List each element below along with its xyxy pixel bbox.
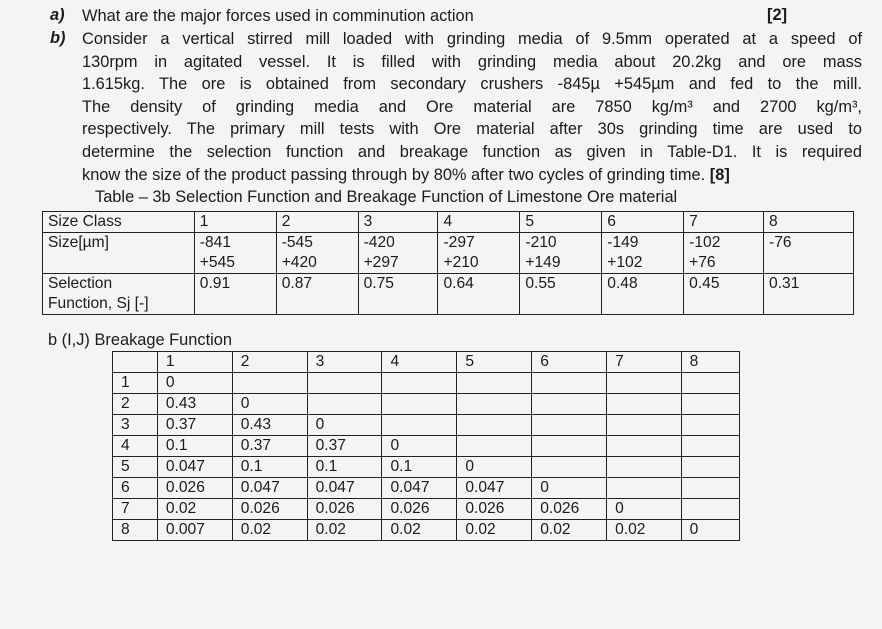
table2-cell: 0.43 <box>232 415 307 436</box>
size-lower: +149 <box>525 254 561 271</box>
table2-cell: 0 <box>681 520 739 541</box>
table2-cell <box>681 394 739 415</box>
table1-cell: 0.55 <box>520 274 602 315</box>
table2-row <box>113 520 740 541</box>
table2-cell: 0.047 <box>457 478 532 499</box>
table2-col-header: 8 <box>681 352 739 373</box>
table1-row-selection <box>43 274 854 315</box>
table2-cell: 0 <box>232 394 307 415</box>
size-lower: +210 <box>443 254 479 271</box>
table2-col-header: 4 <box>382 352 457 373</box>
table1-cell <box>194 233 276 274</box>
question-b-last-text: know the size of the product passing through by 80% after two cycles of grinding time. <box>82 165 706 184</box>
table1-cell: 0.45 <box>684 274 764 315</box>
table2-cell: 0.026 <box>307 499 382 520</box>
size-lower: +545 <box>199 254 235 271</box>
table1-cell: 8 <box>764 212 854 233</box>
table2-cell <box>307 394 382 415</box>
table1-cell: 0.31 <box>764 274 854 315</box>
table2-row-header: 5 <box>113 457 158 478</box>
table2-cell: 0.02 <box>532 520 607 541</box>
question-b-paragraph <box>82 28 862 186</box>
table2-cell: 0.026 <box>232 499 307 520</box>
table2-cell: 0.02 <box>382 520 457 541</box>
table2-corner-cell <box>113 352 158 373</box>
table2-row <box>113 457 740 478</box>
table2-cell <box>607 394 682 415</box>
table2-cell: 0 <box>157 373 232 394</box>
table1-header-cell: Size Class <box>43 212 195 233</box>
table2-cell <box>457 415 532 436</box>
table2-col-header: 6 <box>532 352 607 373</box>
table1-cell <box>276 233 358 274</box>
table1-cell <box>520 233 602 274</box>
table2-row <box>113 436 740 457</box>
table2-cell <box>681 373 739 394</box>
table1-cell: 7 <box>684 212 764 233</box>
size-upper: -297 <box>443 234 475 251</box>
table2-row <box>113 373 740 394</box>
question-b-line: The density of grinding media and Ore material are 7850 kg/m³ and 2700 kg/m³, <box>82 97 862 116</box>
size-upper: -76 <box>769 234 792 251</box>
table1-cell <box>358 233 438 274</box>
table2-cell <box>382 415 457 436</box>
size-lower: +76 <box>689 254 716 271</box>
table2-cell <box>382 373 457 394</box>
table1-cell: 2 <box>276 212 358 233</box>
table1-row-size <box>43 233 854 274</box>
table2-cell: 0.37 <box>307 436 382 457</box>
table2-cell <box>607 415 682 436</box>
question-a-text: What are the major forces used in comminution action <box>82 7 474 25</box>
table2-caption: b (I,J) Breakage Function <box>48 331 233 349</box>
table2-cell: 0.1 <box>157 436 232 457</box>
table2-header-row <box>113 352 740 373</box>
size-upper: -102 <box>689 234 721 251</box>
size-lower: +102 <box>607 254 643 271</box>
table1-cell: 0.48 <box>602 274 684 315</box>
size-lower: +297 <box>363 254 399 271</box>
table1-cell: 3 <box>358 212 438 233</box>
table2-cell: 0.43 <box>157 394 232 415</box>
table2-row-header: 7 <box>113 499 158 520</box>
table2-cell: 0.047 <box>157 457 232 478</box>
table2-row-header: 3 <box>113 415 158 436</box>
table1-cell: 6 <box>602 212 684 233</box>
table2-cell: 0.047 <box>307 478 382 499</box>
question-b-line: 130rpm in agitated vessel. It is filled with grinding media about 20.2kg and ore mass <box>82 52 862 71</box>
table2-cell: 0.02 <box>457 520 532 541</box>
table2-cell: 0.02 <box>307 520 382 541</box>
table1-cell: 0.75 <box>358 274 438 315</box>
table2-cell <box>607 436 682 457</box>
question-a-label: a) <box>50 6 65 24</box>
table2-cell <box>307 373 382 394</box>
table2-cell <box>457 436 532 457</box>
question-b-line: determine the selection function and breakage function as given in Table-D1. It is required <box>82 142 862 161</box>
table2-row-header: 4 <box>113 436 158 457</box>
table2-row-header: 6 <box>113 478 158 499</box>
question-b-line: 1.615kg. The ore is obtained from secondary crushers -845µ +545µm and fed to the mill. <box>82 75 862 94</box>
table2-row-header: 8 <box>113 520 158 541</box>
table2-col-header: 5 <box>457 352 532 373</box>
table1-caption: Table – 3b Selection Function and Breakage Function of Limestone Ore material <box>95 188 678 206</box>
table2-cell: 0 <box>532 478 607 499</box>
table2-row-header: 2 <box>113 394 158 415</box>
table1-cell <box>602 233 684 274</box>
table2-cell <box>681 436 739 457</box>
table1-header-cell <box>43 274 195 315</box>
table2-cell: 0.007 <box>157 520 232 541</box>
size-lower: +420 <box>281 254 317 271</box>
table2-cell <box>532 394 607 415</box>
selection-label-2: Function, Sj [-] <box>48 295 149 312</box>
table1-cell <box>764 233 854 274</box>
table2-row-header: 1 <box>113 373 158 394</box>
table1-cell: 0.87 <box>276 274 358 315</box>
question-a-marks: [2] <box>767 6 788 24</box>
question-b-label: b) <box>50 29 66 47</box>
table1-cell: 4 <box>438 212 520 233</box>
table2-cell: 0 <box>457 457 532 478</box>
table2-cell: 0.02 <box>607 520 682 541</box>
table2-cell: 0.02 <box>232 520 307 541</box>
table1-cell <box>438 233 520 274</box>
table2-cell: 0.1 <box>382 457 457 478</box>
table2-cell: 0.1 <box>307 457 382 478</box>
table2-cell: 0.047 <box>382 478 457 499</box>
size-upper: -149 <box>607 234 639 251</box>
table2-cell <box>607 478 682 499</box>
table2-col-header: 1 <box>157 352 232 373</box>
table2-cell <box>681 499 739 520</box>
table1-cell: 1 <box>194 212 276 233</box>
table1-cell: 0.91 <box>194 274 276 315</box>
table2-cell: 0.026 <box>532 499 607 520</box>
table1-cell: 0.64 <box>438 274 520 315</box>
table2-cell: 0.37 <box>232 436 307 457</box>
table1-header-cell: Size[µm] <box>43 233 195 274</box>
table2-cell: 0.1 <box>232 457 307 478</box>
table2-cell <box>532 457 607 478</box>
question-b-line <box>82 164 862 187</box>
size-upper: -420 <box>363 234 395 251</box>
table1-cell <box>684 233 764 274</box>
table2-row <box>113 478 740 499</box>
table2-cell <box>232 373 307 394</box>
table2-cell <box>607 457 682 478</box>
table2-cell <box>532 436 607 457</box>
table2-cell: 0.047 <box>232 478 307 499</box>
table2-cell <box>607 373 682 394</box>
table2-cell: 0.026 <box>157 478 232 499</box>
table2-col-header: 7 <box>607 352 682 373</box>
question-b-marks: [8] <box>709 165 730 184</box>
table2-col-header: 2 <box>232 352 307 373</box>
size-upper: -210 <box>525 234 557 251</box>
table2-cell <box>457 373 532 394</box>
table2-row <box>113 499 740 520</box>
table2-cell: 0 <box>382 436 457 457</box>
table2-cell: 0.37 <box>157 415 232 436</box>
table2-cell: 0.026 <box>457 499 532 520</box>
table2-cell <box>457 394 532 415</box>
table1-cell: 5 <box>520 212 602 233</box>
selection-function-table <box>42 211 854 315</box>
table2-cell <box>681 478 739 499</box>
table2-cell <box>382 394 457 415</box>
table2-cell <box>532 373 607 394</box>
selection-label: Selection <box>48 275 113 292</box>
table2-col-header: 3 <box>307 352 382 373</box>
size-upper: -841 <box>199 234 232 251</box>
table2-cell <box>681 457 739 478</box>
table2-cell: 0 <box>307 415 382 436</box>
table2-cell: 0.02 <box>157 499 232 520</box>
question-b-line: respectively. The primary mill tests with Ore material after 30s grinding time are used to <box>82 120 862 139</box>
table2-cell: 0 <box>607 499 682 520</box>
table2-cell: 0.026 <box>382 499 457 520</box>
table1-row-size-class <box>43 212 854 233</box>
table2-row <box>113 415 740 436</box>
table2-cell <box>681 415 739 436</box>
breakage-function-table <box>112 351 740 541</box>
question-b-line: Consider a vertical stirred mill loaded with grinding media of 9.5mm operated at a speed of <box>82 30 862 48</box>
table2-row <box>113 394 740 415</box>
size-upper: -545 <box>281 234 313 251</box>
table2-cell <box>532 415 607 436</box>
